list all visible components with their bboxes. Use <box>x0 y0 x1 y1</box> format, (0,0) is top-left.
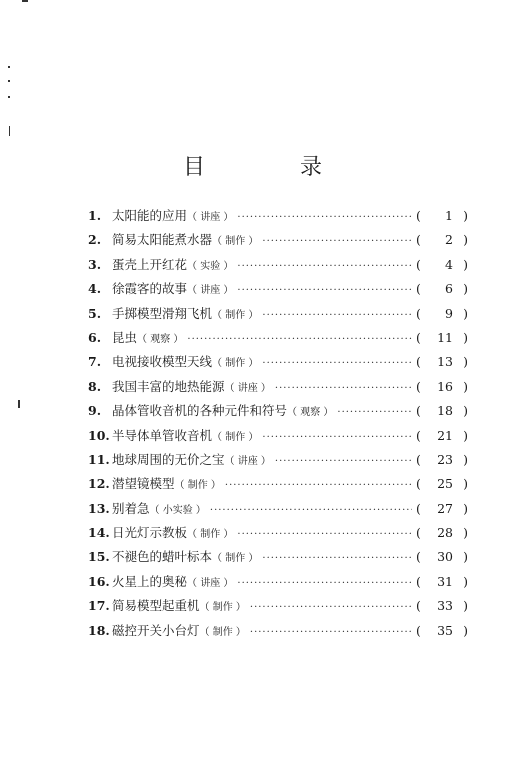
entry-title: 徐霞客的故事（ 讲座 ） <box>112 281 234 297</box>
toc-entry <box>88 377 468 401</box>
entry-title: 昆虫（ 观察 ） <box>112 329 184 345</box>
entry-title: 简易模型起重机（ 制作 ） <box>112 598 246 614</box>
entry-page: ( 16 ) <box>416 378 468 394</box>
entry-number: 16. <box>88 573 110 589</box>
entry-page: ( 9 ) <box>416 305 468 321</box>
entry-number: 15. <box>88 549 110 565</box>
leader-dots <box>237 285 412 296</box>
leader-dots <box>237 212 412 223</box>
leader-dots <box>262 432 412 443</box>
entry-kind: 制作 <box>187 480 208 492</box>
entry-title: 别着急（ 小实验 ） <box>112 500 206 516</box>
entry-page: ( 23 ) <box>416 451 468 467</box>
entry-title: 我国丰富的地热能源（ 讲座 ） <box>112 378 271 394</box>
entry-page: ( 18 ) <box>416 403 468 419</box>
entry-kind: 制作 <box>225 431 246 443</box>
entry-number: 3. <box>88 256 102 272</box>
entry-number: 14. <box>88 525 110 541</box>
leader-dots <box>250 627 412 638</box>
entry-page: ( 33 ) <box>416 598 468 614</box>
page-title: 目 录 <box>183 155 366 180</box>
toc-entry <box>88 426 468 450</box>
entry-number: 17. <box>88 598 110 614</box>
entry-kind: 讲座 <box>237 455 258 467</box>
entry-page: ( 13 ) <box>416 354 468 370</box>
leader-dots <box>262 553 412 564</box>
entry-page: ( 27 ) <box>416 500 468 516</box>
toc-entry <box>88 230 468 254</box>
entry-page: ( 28 ) <box>416 525 468 541</box>
entry-title: 电视接收模型天线（ 制作 ） <box>112 354 259 370</box>
toc-entry <box>88 328 468 352</box>
toc-entry <box>88 596 468 620</box>
scan-mark <box>9 126 10 136</box>
entry-page: ( 2 ) <box>416 232 468 248</box>
scan-mark <box>8 80 10 82</box>
entry-kind: 制作 <box>225 553 246 565</box>
entry-kind: 制作 <box>212 602 233 614</box>
entry-kind: 讲座 <box>200 285 221 297</box>
leader-dots <box>225 480 412 491</box>
entry-page: ( 6 ) <box>416 281 468 297</box>
entry-title: 火星上的奥秘（ 讲座 ） <box>112 573 234 589</box>
leader-dots <box>337 407 412 418</box>
entry-kind: 小实验 <box>162 504 193 516</box>
entry-number: 13. <box>88 500 110 516</box>
entry-title: 蛋壳上开红花（ 实验 ） <box>112 256 234 272</box>
entry-page: ( 25 ) <box>416 476 468 492</box>
toc-entry <box>88 523 468 547</box>
entry-kind: 观察 <box>150 333 171 345</box>
leader-dots <box>187 334 412 345</box>
leader-dots <box>262 358 412 369</box>
entry-kind: 制作 <box>200 529 221 541</box>
leader-dots <box>237 261 412 272</box>
toc-entry <box>88 206 468 230</box>
entry-number: 6. <box>88 329 102 345</box>
entry-title: 半导体单管收音机（ 制作 ） <box>112 427 259 443</box>
entry-kind: 讲座 <box>237 382 258 394</box>
toc-entry <box>88 621 468 645</box>
toc-entry <box>88 279 468 303</box>
entry-kind: 制作 <box>225 358 246 370</box>
entry-number: 18. <box>88 622 110 638</box>
entry-title: 日光灯示教板（ 制作 ） <box>112 525 234 541</box>
entry-kind: 观察 <box>300 407 321 419</box>
entry-title: 磁控开关小台灯（ 制作 ） <box>112 622 246 638</box>
toc-entry <box>88 255 468 279</box>
entry-page: ( 21 ) <box>416 427 468 443</box>
entry-title: 手掷模型滑翔飞机（ 制作 ） <box>112 305 259 321</box>
entry-page: ( 35 ) <box>416 622 468 638</box>
leader-dots <box>250 602 412 613</box>
toc-entry <box>88 499 468 523</box>
leader-dots <box>275 456 412 467</box>
entry-number: 9. <box>88 403 102 419</box>
entry-page: ( 4 ) <box>416 256 468 272</box>
entry-title: 晶体管收音机的各种元件和符号（ 观察 ） <box>112 403 334 419</box>
leader-dots <box>262 310 412 321</box>
entry-number: 11. <box>88 451 110 467</box>
leader-dots <box>275 383 412 394</box>
entry-title: 潜望镜模型（ 制作 ） <box>112 476 221 492</box>
entry-number: 1. <box>88 208 102 223</box>
scan-mark <box>22 0 28 2</box>
entry-number: 10. <box>88 427 110 443</box>
entry-kind: 讲座 <box>200 212 221 223</box>
toc-entry <box>88 474 468 498</box>
leader-dots <box>237 578 412 589</box>
entry-page: ( 11 ) <box>416 329 468 345</box>
entry-number: 4. <box>88 281 102 297</box>
entry-number: 5. <box>88 305 102 321</box>
leader-dots <box>262 236 412 247</box>
entry-number: 12. <box>88 476 110 492</box>
entry-kind: 讲座 <box>200 577 221 589</box>
entry-number: 2. <box>88 232 102 248</box>
toc-entry <box>88 572 468 596</box>
entry-kind: 实验 <box>200 260 221 272</box>
entry-kind: 制作 <box>225 236 246 248</box>
entry-title: 简易太阳能煮水器（ 制作 ） <box>112 232 259 248</box>
entry-number: 7. <box>88 354 102 370</box>
toc-entry <box>88 450 468 474</box>
toc-entry <box>88 304 468 328</box>
toc-entry <box>88 352 468 376</box>
leader-dots <box>210 505 412 516</box>
toc-entry <box>88 547 468 571</box>
entry-kind: 制作 <box>212 626 233 638</box>
toc-entry <box>88 401 468 425</box>
entry-page: ( 1 ) <box>416 208 468 223</box>
scan-mark <box>18 400 20 408</box>
entry-number: 8. <box>88 378 102 394</box>
scan-mark <box>8 96 10 98</box>
entry-title: 太阳能的应用（ 讲座 ） <box>112 208 234 223</box>
entry-page: ( 30 ) <box>416 549 468 565</box>
entry-kind: 制作 <box>225 309 246 321</box>
table-of-contents <box>88 206 468 645</box>
scan-mark <box>8 66 10 68</box>
entry-title: 地球周围的无价之宝（ 讲座 ） <box>112 451 271 467</box>
entry-title: 不褪色的蜡叶标本（ 制作 ） <box>112 549 259 565</box>
leader-dots <box>237 529 412 540</box>
entry-page: ( 31 ) <box>416 573 468 589</box>
